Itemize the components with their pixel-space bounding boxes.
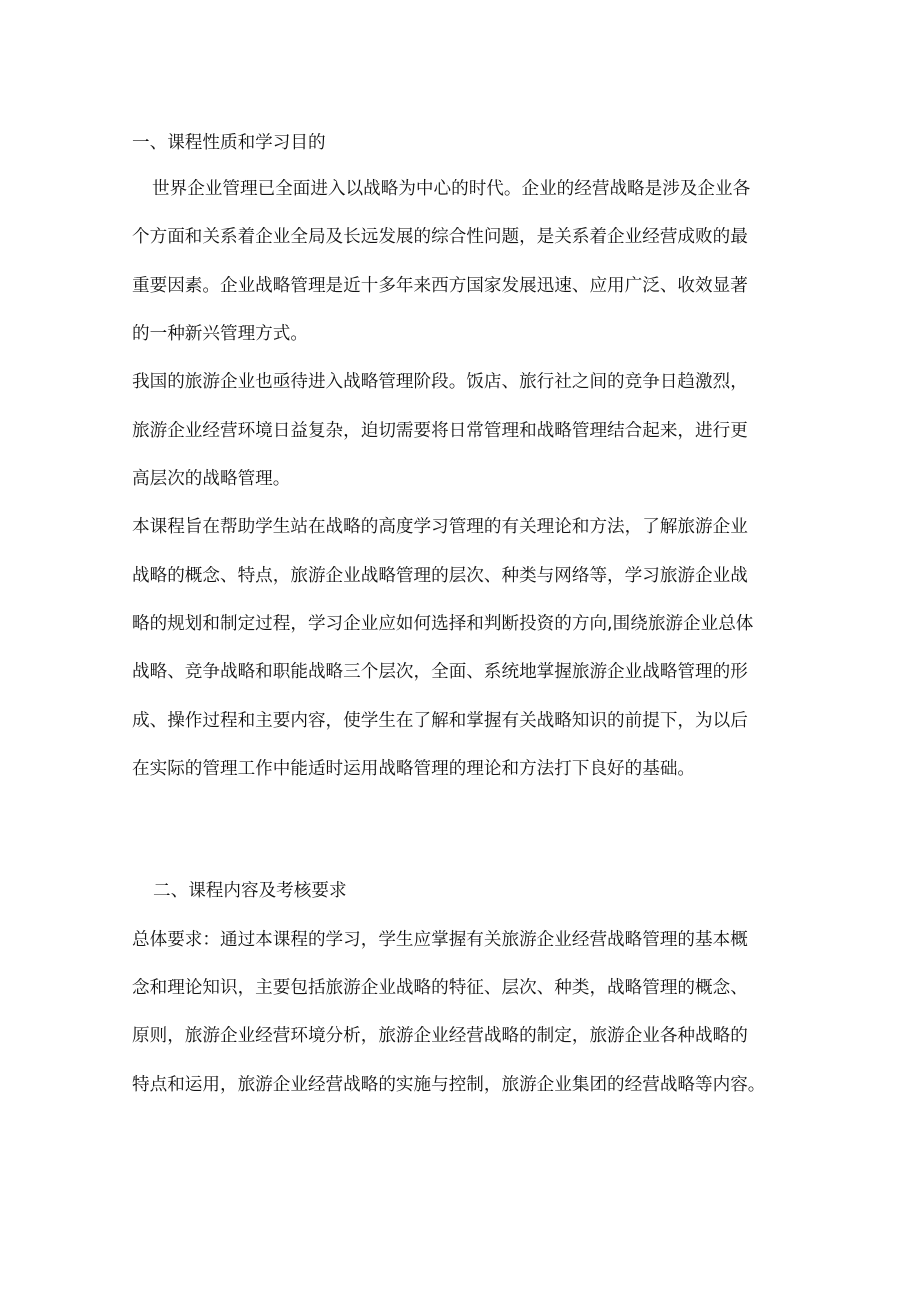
section-2-line-2: 念和理论知识，主要包括旅游企业战略的特征、层次、种类，战略管理的概念、 (132, 978, 748, 998)
section-1-line-8: 本课程旨在帮助学生站在战略的高度学习管理的有关理论和方法，了解旅游企业 (132, 517, 748, 537)
section-2-heading: 二、课程内容及考核要求 (153, 881, 347, 901)
section-1-line-11: 战略、竞争战略和职能战略三个层次，全面、系统地掌握旅游企业战略管理的形 (132, 662, 748, 682)
section-1-line-6: 旅游企业经营环境日益复杂，迫切需要将日常管理和战略管理结合起来，进行更 (132, 421, 748, 441)
section-1-line-3: 重要因素。企业战略管理是近十多年来西方国家发展迅速、应用广泛、收效显著 (132, 276, 748, 296)
section-1-heading: 一、课程性质和学习目的 (132, 133, 326, 153)
section-1-line-10: 略的规划和制定过程，学习企业应如何选择和判断投资的方向,围绕旅游企业总体 (132, 614, 754, 634)
section-1-line-7: 高层次的战略管理。 (132, 469, 291, 489)
section-1-line-4: 的一种新兴管理方式。 (132, 324, 308, 344)
section-1-line-13: 在实际的管理工作中能适时运用战略管理的理论和方法打下良好的基础。 (132, 759, 696, 779)
section-1-line-1: 世界企业管理已全面进入以战略为中心的时代。企业的经营战略是涉及企业各 (152, 179, 751, 199)
section-1-line-9: 战略的概念、特点，旅游企业战略管理的层次、种类与网络等，学习旅游企业战 (132, 566, 748, 586)
section-1-line-2: 个方面和关系着企业全局及长远发展的综合性问题，是关系着企业经营成败的最 (132, 227, 748, 247)
section-2-line-1: 总体要求：通过本课程的学习，学生应掌握有关旅游企业经营战略管理的基本概 (132, 930, 748, 950)
section-1-line-12: 成、操作过程和主要内容，使学生在了解和掌握有关战略知识的前提下，为以后 (132, 711, 748, 731)
section-2-line-4: 特点和运用，旅游企业经营战略的实施与控制，旅游企业集团的经营战略等内容。 (132, 1075, 766, 1095)
section-1-line-5: 我国的旅游企业也亟待进入战略管理阶段。饭店、旅行社之间的竞争日趋激烈， (132, 372, 748, 392)
section-2-line-3: 原则，旅游企业经营环境分析，旅游企业经营战略的制定，旅游企业各种战略的 (132, 1026, 748, 1046)
